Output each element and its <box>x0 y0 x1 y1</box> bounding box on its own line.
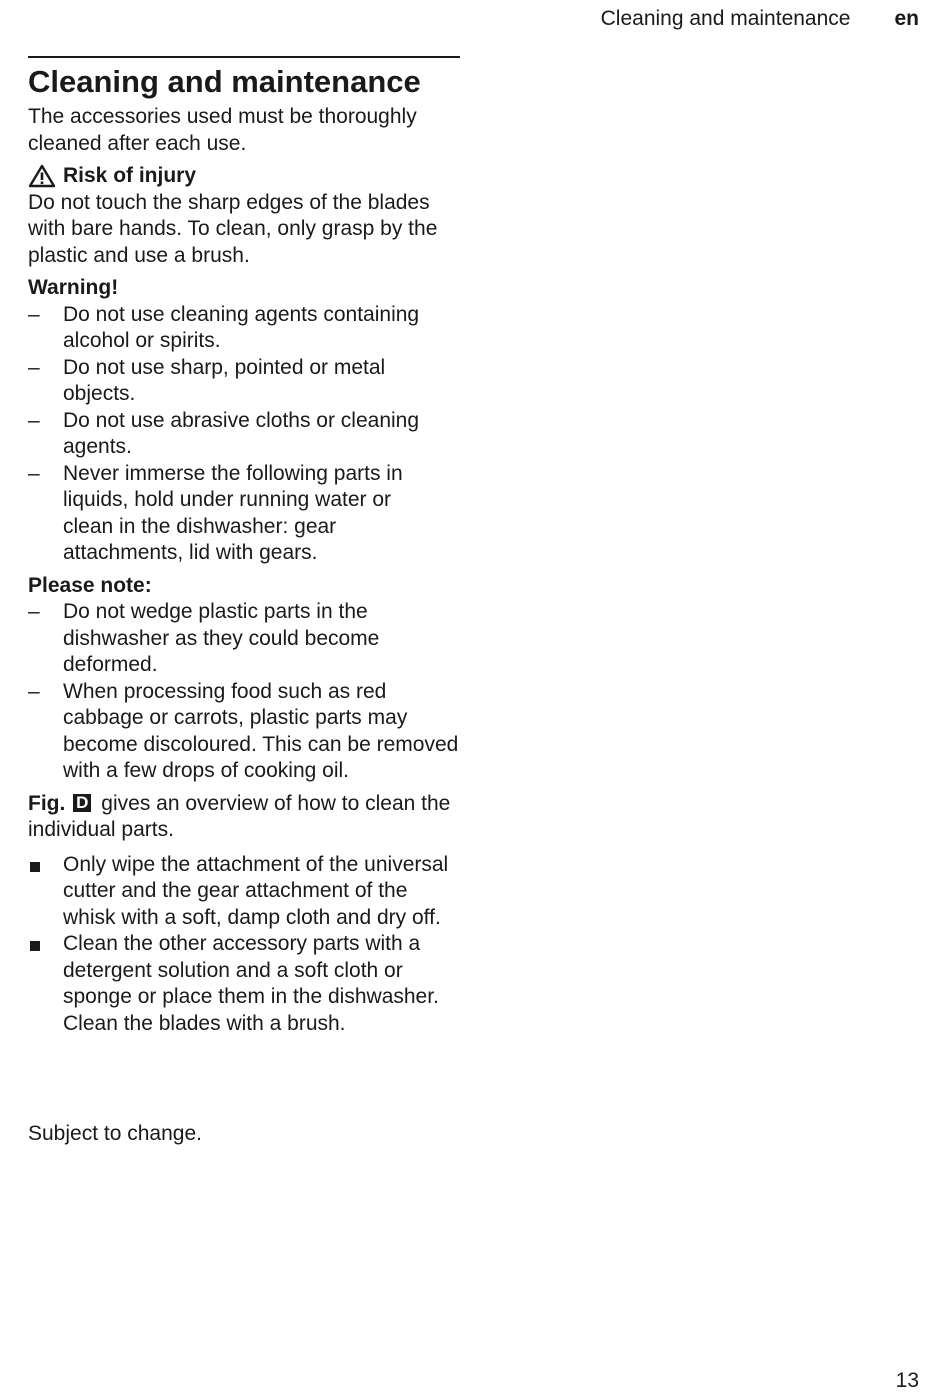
figure-reference <box>28 791 460 844</box>
risk-heading-text: Risk of injury <box>63 164 197 187</box>
list-item-text: Do not wedge plastic parts in the dishwasher as they could become deformed. <box>63 600 380 676</box>
dash-marker: – <box>28 679 40 703</box>
dash-marker: – <box>28 355 40 379</box>
dash-marker: – <box>28 600 40 623</box>
list-item <box>28 679 460 785</box>
header-language-code: en <box>894 7 919 30</box>
figure-label: Fig. <box>28 791 66 815</box>
list-item <box>28 355 460 408</box>
list-item-text: Do not use abrasive cloths or cleaning agents. <box>63 408 420 458</box>
list-item-text: When processing food such as red cabbage or carrots, plastic parts may become discoloured. This can be removed with a few drops of cooking oil. <box>63 679 459 782</box>
dash-marker: – <box>28 302 40 326</box>
risk-text: Do not touch the sharp edges of the blades with bare hands. To clean, only grasp by the plastic and use a brush. <box>28 190 438 267</box>
list-item <box>28 302 460 355</box>
dash-marker: – <box>28 461 40 485</box>
list-item <box>28 599 460 679</box>
risk-heading <box>28 163 460 190</box>
figure-reference-text: gives an overview of how to clean the individual parts. <box>28 791 451 841</box>
running-header <box>601 6 919 32</box>
dash-marker: – <box>28 408 40 432</box>
list-item-text: Do not use sharp, pointed or metal objects. <box>63 355 386 405</box>
page-number: 13 <box>895 1369 919 1392</box>
list-item-text: Do not use cleaning agents containing alcohol or spirits. <box>63 302 420 352</box>
page-title: Cleaning and maintenance <box>28 64 421 99</box>
list-item <box>28 461 460 567</box>
main-column <box>28 56 460 1037</box>
list-item-text: Clean the other accessory parts with a detergent solution and a soft cloth or sponge or place them in the dishwasher. Clean the blades with a brush. <box>63 932 439 1035</box>
intro-text: The accessories used must be thoroughly cleaned after each use. <box>28 105 417 155</box>
title-rule <box>28 56 460 58</box>
list-item <box>28 408 460 461</box>
note-heading: Please note: <box>28 573 152 597</box>
list-item <box>28 931 460 1037</box>
warning-heading: Warning! <box>28 276 119 299</box>
list-item <box>28 852 460 932</box>
subject-to-change-note: Subject to change. <box>28 1122 202 1145</box>
figure-letter-badge: D <box>73 794 91 812</box>
header-section-title: Cleaning and maintenance <box>600 7 851 30</box>
warning-triangle-icon <box>28 164 56 188</box>
warning-list <box>28 302 460 567</box>
step-list <box>28 852 460 1038</box>
list-item-text: Never immerse the following parts in liquids, hold under running water or clean in the dishwasher: gear attachments, lid with gears. <box>63 461 403 564</box>
list-item-text: Only wipe the attachment of the universal cutter and the gear attachment of the whisk with a soft, damp cloth and dry off. <box>63 852 449 929</box>
note-list <box>28 599 460 785</box>
